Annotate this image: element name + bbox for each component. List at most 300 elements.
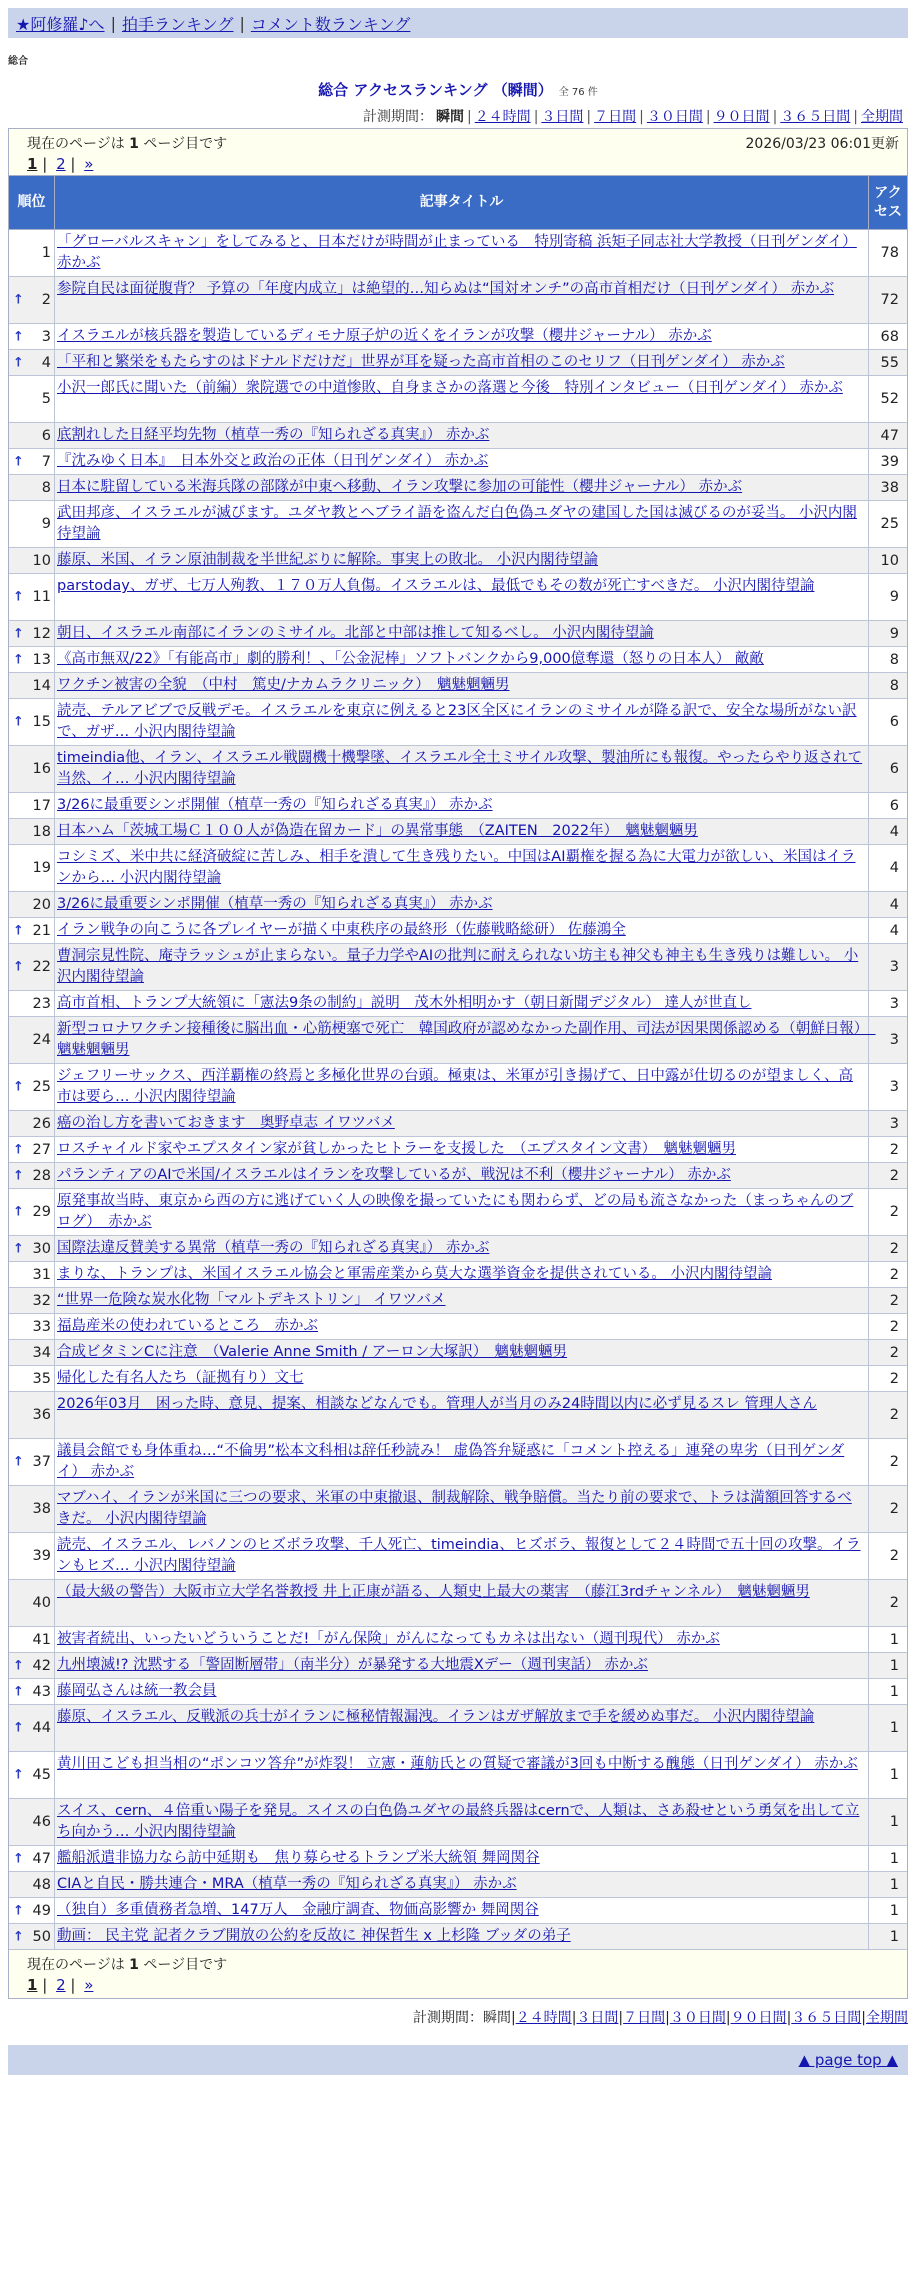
access-count: 4 <box>889 922 899 939</box>
article-link[interactable]: 被害者続出、いったいどういうことだ!「がん保険」がんになってもカネは出ない（週刊現代） 赤かぶ <box>57 1631 720 1647</box>
arrow-up-icon: ↑ <box>13 1929 24 1944</box>
article-link[interactable]: 九州壊滅!? 沈黙する「警固断層帯」（南半分）が暴発する大地震Xデー（週刊実話） 赤かぶ <box>57 1657 648 1673</box>
title-cell <box>55 1846 869 1871</box>
rank-number: 7 <box>41 453 51 470</box>
article-link[interactable]: “世界一危険な炭水化物「マルトデキストリン」 イワツバメ <box>57 1292 446 1308</box>
access-count: 2 <box>889 1292 899 1309</box>
article-link[interactable]: 読売、テルアビブで反戦デモ。イスラエルを東京に例えると23区全区にイランのミサイルが降る訳で、安全な場所がない訳で、ガザ… 小沢内閣待望論 <box>57 703 857 740</box>
access-count: 3 <box>889 959 899 975</box>
table-row <box>9 819 907 845</box>
article-link[interactable]: ワクチン被害の全貌 （中村 篤史/ナカムラクリニック） 魑魅魍魎男 <box>57 677 510 693</box>
article-link[interactable]: 帰化した有名人たち（証拠有り）文七 <box>57 1370 304 1386</box>
rank-number: 16 <box>32 761 51 777</box>
article-link[interactable]: 曹洞宗見性院、庵寺ラッシュが止まらない。量子力学やAIの批判に耐えられない坊主も神父も神主も生き残りは難しい。 小沢内閣待望論 <box>57 948 859 985</box>
updated-timestamp: 2026/03/23 06:01更新 <box>745 136 899 152</box>
rank-number: 38 <box>32 1501 51 1517</box>
rank-number: 9 <box>41 516 51 532</box>
table-row <box>9 1137 907 1163</box>
article-link[interactable]: 「グローバルスキャン」をしてみると、日本だけが時間が止まっている 特別寄稿 浜矩子同志社大学教授（日刊ゲンダイ） 赤かぶ <box>57 234 857 271</box>
access-count: 10 <box>880 552 899 569</box>
access-count: 2 <box>889 1266 899 1283</box>
article-link[interactable]: 底割れした日経平均先物（植草一秀の『知られざる真実』） 赤かぶ <box>57 427 490 443</box>
title-cell <box>55 746 869 792</box>
access-count: 1 <box>889 1814 899 1830</box>
article-link[interactable]: 国際法違反賛美する異常（植草一秀の『知られざる真実』） 赤かぶ <box>57 1240 490 1256</box>
table-row <box>9 574 907 621</box>
rank-cell <box>9 449 55 474</box>
access-count: 1 <box>889 1657 899 1674</box>
access-count: 55 <box>880 354 899 371</box>
ranking-table <box>8 128 908 1999</box>
table-row <box>9 1924 907 1950</box>
period-separator: | <box>861 2010 866 2026</box>
rank-cell <box>9 673 55 698</box>
pager-separator: | <box>42 1976 48 1994</box>
rank-number: 3 <box>41 328 51 345</box>
table-row <box>9 1439 907 1486</box>
access-count: 8 <box>889 677 899 694</box>
rank-number: 41 <box>32 1631 51 1648</box>
rank-cell <box>9 1846 55 1871</box>
table-row <box>9 892 907 918</box>
rank-cell <box>9 1366 55 1391</box>
access-count: 2 <box>889 1318 899 1335</box>
period-option-0[interactable]: ２４時間 <box>474 109 531 125</box>
article-link[interactable]: イスラエルが核兵器を製造しているディモナ原子炉の近くをイランが攻撃（櫻井ジャーナル） 赤かぶ <box>57 328 712 344</box>
article-link[interactable]: （独自）多重債務者急増、147万人 金融庁調査、物価高影響か 舞岡関谷 <box>57 1902 539 1918</box>
arrow-up-icon: ↑ <box>13 652 24 667</box>
access-count: 1 <box>889 1876 899 1893</box>
pager-current: 1 <box>27 1976 38 1994</box>
article-link[interactable]: コシミズ、米中共に経済破綻に苦しみ、相手を潰して生き残りたい。中国はAI覇権を握る為に大電力が欲しい、米国はイランから… 小沢内閣待望論 <box>57 849 856 886</box>
title-cell <box>55 1137 869 1162</box>
title-cell <box>55 1705 869 1751</box>
rank-number: 42 <box>32 1657 51 1674</box>
rank-number: 30 <box>32 1240 51 1257</box>
access-count: 1 <box>889 1902 899 1919</box>
rank-cell <box>9 944 55 990</box>
rank-cell <box>9 501 55 547</box>
title-cell <box>55 1486 869 1532</box>
article-link[interactable]: パランティアのAIで米国/イスラエルはイランを攻撃しているが、戦況は不利（櫻井ジャーナル） 赤かぶ <box>57 1167 731 1183</box>
article-link[interactable]: イラン戦争の向こうに各プレイヤーが描く中東秩序の最終形（佐藤戦略総研） 佐藤鴻全 <box>57 922 626 938</box>
access-count: 1 <box>889 1767 899 1783</box>
pager-current: 1 <box>27 155 38 173</box>
table-row <box>9 918 907 944</box>
access-count: 2 <box>889 1141 899 1158</box>
arrow-up-icon: ↑ <box>13 626 24 641</box>
title-cell <box>55 1236 869 1261</box>
rank-number: 11 <box>32 589 51 605</box>
rank-cell <box>9 1653 55 1678</box>
article-link[interactable]: 武田邦彦、イスラエルが滅びます。ユダヤ教とヘブライ語を盗んだ白色偽ユダヤの建国した国は滅びるのが妥当。 小沢内閣待望論 <box>57 505 857 542</box>
nav-link-asyura-home[interactable]: ★阿修羅♪へ <box>16 14 105 34</box>
access-count: 72 <box>880 292 899 308</box>
arrow-up-icon: ↑ <box>13 1903 24 1918</box>
total-count: 全 76 件 <box>558 87 598 98</box>
rank-number: 39 <box>32 1548 51 1564</box>
period-option-1[interactable]: ３日間 <box>541 109 584 125</box>
period-separator: | <box>665 2010 670 2026</box>
table-row <box>9 1580 907 1627</box>
rank-cell <box>9 1017 55 1063</box>
title-cell <box>55 1627 869 1652</box>
table-row <box>9 845 907 892</box>
rank-number: 48 <box>32 1876 51 1893</box>
rank-cell <box>9 1679 55 1704</box>
period-separator: | <box>772 109 778 125</box>
title-cell <box>55 1314 869 1339</box>
access-count: 39 <box>880 453 899 470</box>
pager-page-2[interactable]: 2 <box>56 1976 66 1994</box>
rank-cell <box>9 1872 55 1897</box>
table-row <box>9 1314 907 1340</box>
article-link[interactable]: 朝日、イスラエル南部にイランのミサイル。北部と中部は推して知るべし。 小沢内閣待望論 <box>57 625 654 641</box>
article-link[interactable]: 『沈みゆく日本』 日本外交と政治の正体（日刊ゲンダイ） 赤かぶ <box>57 453 489 469</box>
rank-number: 50 <box>32 1928 51 1945</box>
article-link[interactable]: 癌の治し方を書いておきます 奥野卓志 イワツバメ <box>57 1115 395 1131</box>
access-count: 1 <box>889 1683 899 1700</box>
access-count: 2 <box>889 1407 899 1423</box>
access-count: 2 <box>889 1167 899 1184</box>
access-count: 47 <box>880 427 899 444</box>
period-option-6[interactable]: 全期間 <box>866 2010 908 2026</box>
rank-number: 6 <box>41 427 51 444</box>
rank-cell <box>9 350 55 375</box>
article-link[interactable]: 3/26に最重要シンポ開催（植草一秀の『知られざる真実』） 赤かぶ <box>57 896 493 912</box>
table-row <box>9 501 907 548</box>
rank-number: 28 <box>32 1167 51 1184</box>
period-selector-bottom <box>8 2007 908 2027</box>
rank-cell <box>9 1111 55 1136</box>
rank-cell <box>9 1439 55 1485</box>
current-page-text: 現在のページは 1 ページ目です <box>27 136 228 152</box>
rank-number: 34 <box>32 1344 51 1361</box>
article-link[interactable]: まりな、トランプは、米国イスラエル協会と軍需産業から莫大な選挙資金を提供されている。 小沢内閣待望論 <box>57 1266 772 1282</box>
pager-next[interactable]: » <box>84 155 94 173</box>
page-info <box>9 129 907 176</box>
title-cell <box>55 944 869 990</box>
rank-number: 29 <box>32 1204 51 1220</box>
table-row <box>9 1752 907 1799</box>
arrow-up-icon: ↑ <box>13 1241 24 1256</box>
table-header <box>9 176 907 230</box>
table-row <box>9 1366 907 1392</box>
table-row <box>9 1017 907 1064</box>
article-link[interactable]: スイス、cern、４倍重い陽子を発見。スイスの白色偽ユダヤの最終兵器はcernで、人類は、さあ殺せという勇気を出して立ち向かう… 小沢内閣待望論 <box>57 1803 860 1840</box>
article-link[interactable]: （最大級の警告）大阪市立大学名誉教授 井上正康が語る、人類史上最大の薬害 （藤江3rdチャンネル） 魑魅魍魎男 <box>57 1584 810 1600</box>
access-count: 1 <box>889 1850 899 1867</box>
title-cell <box>55 230 869 276</box>
breadcrumb: 総合 <box>8 56 28 67</box>
table-row <box>9 324 907 350</box>
rank-cell <box>9 892 55 917</box>
access-count: 4 <box>889 823 899 840</box>
article-link[interactable]: 艦船派遣非協力なら訪中延期も 焦り募らせるトランプ米大統領 舞岡関谷 <box>57 1850 540 1866</box>
arrow-up-icon: ↑ <box>13 1204 24 1220</box>
period-label: 計測期間： <box>362 109 433 125</box>
access-count: 2 <box>889 1344 899 1361</box>
title-cell <box>55 1340 869 1365</box>
rank-number: 17 <box>32 797 51 814</box>
period-option-4[interactable]: ９０日間 <box>730 2010 787 2026</box>
access-count: 1 <box>889 1631 899 1648</box>
rank-number: 31 <box>32 1266 51 1283</box>
table-row <box>9 1236 907 1262</box>
title-cell <box>55 1872 869 1897</box>
access-count: 8 <box>889 651 899 668</box>
rank-cell <box>9 819 55 844</box>
access-count: 9 <box>889 625 899 642</box>
article-link[interactable]: 日本ハム「茨城工場Ｃ１００人が偽造在留カード」の異常事態 （ZAITEN 2022年） 魑魅魍魎男 <box>57 823 698 839</box>
table-row <box>9 1872 907 1898</box>
rank-cell <box>9 746 55 792</box>
table-row <box>9 1486 907 1533</box>
rank-number: 27 <box>32 1141 51 1158</box>
table-row <box>9 1392 907 1439</box>
title-cell <box>55 1653 869 1678</box>
rank-number: 32 <box>32 1292 51 1309</box>
table-row <box>9 1679 907 1705</box>
nav-separator: | <box>110 13 116 33</box>
period-option-3[interactable]: ３０日間 <box>646 109 703 125</box>
table-row <box>9 548 907 574</box>
access-count: 3 <box>889 1032 899 1048</box>
access-count: 68 <box>880 328 899 345</box>
rank-cell <box>9 621 55 646</box>
period-option-2[interactable]: ７日間 <box>594 109 637 125</box>
period-separator: | <box>618 2010 624 2026</box>
period-current: 瞬間 <box>482 2010 511 2026</box>
table-row <box>9 1846 907 1872</box>
rank-cell <box>9 1064 55 1110</box>
article-link[interactable]: 藤原、イスラエル、反戦派の兵士がイランに極秘情報漏洩。イランはガザ解放まで手を緩めぬ事だ。 小沢内閣待望論 <box>57 1709 815 1725</box>
arrow-up-icon: ↑ <box>13 923 24 938</box>
article-link[interactable]: 読売、イスラエル、レバノンのヒズボラ攻撃、千人死亡、timeindia、ヒズボラ、報復として２４時間で五十回の攻撃。イランもヒズ… 小沢内閣待望論 <box>57 1537 861 1574</box>
article-link[interactable]: マブハイ、イランが米国に三つの要求、米軍の中東撤退、制裁解除、戦争賠償。当たり前の要求で、トラは満額回答するべきだ。 小沢内閣待望論 <box>57 1490 852 1527</box>
rank-number: 25 <box>32 1079 51 1095</box>
period-separator: | <box>533 109 539 125</box>
table-row <box>9 1189 907 1236</box>
pager-bottom <box>27 1976 899 1994</box>
period-separator: | <box>725 2010 731 2026</box>
rank-number: 23 <box>32 995 51 1012</box>
period-option-5[interactable]: ３６５日間 <box>791 2010 862 2026</box>
period-option-2[interactable]: ７日間 <box>623 2010 666 2026</box>
article-link[interactable]: 黄川田こども担当相の“ポンコツ答弁”が炸裂！ 立憲・蓮舫氏との質疑で審議が3回も中断する醜態（日刊ゲンダイ） 赤かぶ <box>57 1756 858 1772</box>
arrow-up-icon: ↑ <box>13 589 24 605</box>
article-link[interactable]: 合成ビタミンCに注意 （Valerie Anne Smith / アーロン大塚訳） 魑魅魍魎男 <box>57 1344 568 1360</box>
rank-number: 20 <box>32 896 51 913</box>
rank-number: 13 <box>32 651 51 668</box>
table-row <box>9 991 907 1017</box>
article-link[interactable]: 藤岡弘さんは統一教会員 <box>57 1683 217 1699</box>
table-row <box>9 647 907 673</box>
rank-cell <box>9 1288 55 1313</box>
title-cell <box>55 1392 869 1438</box>
article-link[interactable]: 高市首相、トランプ大統領に「憲法9条の制約」説明 茂木外相明かす（朝日新聞デジタル） 達人が世直し <box>57 995 752 1011</box>
period-separator: | <box>705 109 711 125</box>
article-link[interactable]: 参院自民は面従腹背？ 予算の「年度内成立」は絶望的…知らぬは“国対オンチ”の高市首相だけ（日刊ゲンダイ） 赤かぶ <box>57 281 835 297</box>
access-count: 38 <box>880 479 899 496</box>
table-row <box>9 621 907 647</box>
article-link[interactable]: 原発事故当時、東京から西の方に逃げていく人の映像を撮っていたにも関わらず、どの局も流さなかった（まっちゃんのブログ） 赤かぶ <box>57 1193 854 1230</box>
rank-cell <box>9 324 55 349</box>
rank-number: 4 <box>41 354 51 371</box>
rank-number: 2 <box>41 292 51 308</box>
rank-cell <box>9 1392 55 1438</box>
rank-cell <box>9 1580 55 1626</box>
table-row <box>9 230 907 277</box>
rank-cell <box>9 548 55 573</box>
title-cell <box>55 1163 869 1188</box>
article-link[interactable]: ロスチャイルド家やエプスタイン家が貧しかったヒトラーを支援した （エプスタイン文書） 魑魅魍魎男 <box>57 1141 737 1157</box>
rank-cell <box>9 376 55 422</box>
rank-number: 35 <box>32 1370 51 1387</box>
rank-cell <box>9 475 55 500</box>
table-row <box>9 673 907 699</box>
header-access: アクセス <box>874 185 902 220</box>
article-link[interactable]: 3/26に最重要シンポ開催（植草一秀の『知られざる真実』） 赤かぶ <box>57 797 493 813</box>
title-cell <box>55 1679 869 1704</box>
rank-number: 33 <box>32 1318 51 1335</box>
page-info-bottom: 現在のページは 1 ページ目です 1 | 2 | » <box>9 1950 907 1998</box>
access-count: 4 <box>889 896 899 913</box>
rank-cell <box>9 1752 55 1798</box>
article-link[interactable]: 福島産米の使われているところ 赤かぶ <box>57 1318 318 1334</box>
access-count: 2 <box>889 1204 899 1220</box>
nav-link-comment-ranking[interactable]: コメント数ランキング <box>250 14 411 34</box>
title-cell <box>55 1288 869 1313</box>
table-row <box>9 449 907 475</box>
title-cell <box>55 845 869 891</box>
rank-cell <box>9 699 55 745</box>
arrow-up-icon: ↑ <box>13 292 24 308</box>
access-count: 9 <box>889 589 899 605</box>
article-link[interactable]: 2026年03月 困った時、意見、提案、相談などなんでも。管理人が当月のみ24時間以内に必ず見るスレ 管理人さん <box>57 1396 817 1412</box>
title-cell <box>55 1262 869 1287</box>
rank-number: 26 <box>32 1115 51 1132</box>
access-count: 52 <box>880 391 899 407</box>
access-count: 3 <box>889 1079 899 1095</box>
top-nav-bar <box>8 8 908 38</box>
period-separator: | <box>639 109 644 125</box>
rank-number: 45 <box>32 1767 51 1783</box>
article-link[interactable]: 藤原、米国、イラン原油制裁を半世紀ぶりに解除。事実上の敗北。 小沢内閣待望論 <box>57 552 599 568</box>
title-cell <box>55 1439 869 1485</box>
article-link[interactable]: 小沢一郎氏に聞いた（前編）衆院選での中道惨敗、自身まさかの落選と今後 特別インタビュー（日刊ゲンダイ） 赤かぶ <box>57 380 843 396</box>
arrow-up-icon: ↑ <box>13 1142 24 1157</box>
table-row <box>9 423 907 449</box>
table-row <box>9 1705 907 1752</box>
table-row <box>9 699 907 746</box>
period-option-6[interactable]: 全期間 <box>861 109 903 125</box>
title-cell <box>55 991 869 1016</box>
article-link[interactable]: ジェフリーサックス、西洋覇権の終焉と多極化世界の台頭。極東は、米軍が引き揚げて、日中露が仕切るのが望ましく、高市は要ら… 小沢内閣待望論 <box>57 1068 854 1105</box>
article-link[interactable]: 議員会館でも身体重ね…“不倫男”松本文科相は辞任秒読み！ 虚偽答弁疑惑に「コメント控える」連発の卑劣（日刊ゲンダイ） 赤かぶ <box>57 1443 845 1480</box>
rank-number: 47 <box>32 1850 51 1867</box>
period-option-0[interactable]: ２４時間 <box>515 2010 572 2026</box>
rank-cell <box>9 1262 55 1287</box>
article-link[interactable]: 新型コロナワクチン接種後に脳出血・心筋梗塞で死亡 韓国政府が認めなかった副作用、司法が因果関係認める（朝鮮日報） 魑魅魍魎男 <box>57 1021 876 1058</box>
access-count: 2 <box>889 1501 899 1517</box>
access-count: 2 <box>889 1370 899 1387</box>
rank-number: 1 <box>41 245 51 261</box>
table-row <box>9 475 907 501</box>
table-row <box>9 944 907 991</box>
title-cell <box>55 1366 869 1391</box>
title-cell <box>55 1189 869 1235</box>
access-count: 25 <box>880 516 899 532</box>
rank-number: 46 <box>32 1814 51 1830</box>
title-cell <box>55 350 869 375</box>
table-row <box>9 1064 907 1111</box>
period-separator: | <box>510 2010 516 2026</box>
rank-cell <box>9 574 55 620</box>
article-link[interactable]: parstoday、ガザ、七万人殉教、１７０万人負傷。イスラエルは、最低でもその数が死亡すべきだ。 小沢内閣待望論 <box>57 578 815 594</box>
arrow-up-icon: ↑ <box>13 1658 24 1673</box>
pager <box>27 155 899 173</box>
pager-next[interactable]: » <box>84 1976 94 1994</box>
article-link[interactable]: 日本に駐留している米海兵隊の部隊が中東へ移動、イラン攻撃に参加の可能性（櫻井ジャーナル） 赤かぶ <box>57 479 743 495</box>
title-cell <box>55 819 869 844</box>
period-option-1[interactable]: ３日間 <box>576 2010 619 2026</box>
rank-cell <box>9 1340 55 1365</box>
pager-page-2[interactable]: 2 <box>56 155 66 173</box>
title-cell <box>55 1017 876 1063</box>
page-top-link[interactable]: ▲ page top ▲ <box>798 2051 898 2069</box>
rank-number: 18 <box>32 823 51 840</box>
rank-number: 21 <box>32 922 51 939</box>
article-link[interactable]: 動画： 民主党 記者クラブ開放の公約を反故に 神保哲生 x 上杉隆 ブッダの弟子 <box>57 1928 571 1944</box>
arrow-up-icon: ↑ <box>13 714 24 730</box>
arrow-up-icon: ↑ <box>13 329 24 344</box>
article-link[interactable]: 「平和と繁栄をもたらすのはドナルドだけだ」世界が耳を疑った高市首相のこのセリフ（日刊ゲンダイ） 赤かぶ <box>57 354 785 370</box>
access-count: 78 <box>880 245 899 261</box>
title-cell <box>55 449 869 474</box>
page-title <box>8 79 908 100</box>
rank-cell <box>9 1627 55 1652</box>
rank-number: 24 <box>32 1032 51 1048</box>
table-row <box>9 1898 907 1924</box>
arrow-up-icon: ↑ <box>13 1720 24 1736</box>
rank-number: 5 <box>41 391 51 407</box>
title-cell <box>55 673 869 698</box>
rank-number: 36 <box>32 1407 51 1423</box>
arrow-up-icon: ↑ <box>13 355 24 370</box>
access-count: 6 <box>889 714 899 730</box>
period-option-5[interactable]: ３６５日間 <box>780 109 851 125</box>
period-option-4[interactable]: ９０日間 <box>713 109 770 125</box>
nav-link-clap-ranking[interactable]: 拍手ランキング <box>121 14 234 34</box>
rank-cell <box>9 1189 55 1235</box>
access-count: 2 <box>889 1548 899 1564</box>
access-count: 2 <box>889 1240 899 1257</box>
title-cell <box>55 793 869 818</box>
title-cell <box>55 892 869 917</box>
title-cell <box>55 1752 869 1798</box>
rank-cell <box>9 991 55 1016</box>
article-link[interactable]: 《高市無双/22》「有能高市」劇的勝利！、「公金泥棒」ソフトバンクから9,000億奪還（怒りの日本人） 敵敵 <box>57 651 764 667</box>
table-row <box>9 1163 907 1189</box>
period-option-3[interactable]: ３０日間 <box>669 2010 726 2026</box>
article-link[interactable]: CIAと自民・勝共連合・MRA（植草一秀の『知られざる真実』） 赤かぶ <box>57 1876 517 1892</box>
title-cell <box>55 699 869 745</box>
table-row <box>9 277 907 324</box>
table-row <box>9 1653 907 1679</box>
arrow-up-icon: ↑ <box>13 454 24 469</box>
article-link[interactable]: timeindia他、イラン、イスラエル戦闘機十機撃墜、イスラエル全土ミサイル攻撃、製油所にも報復。やったらやり返されて当然、イ… 小沢内閣待望論 <box>57 750 863 787</box>
